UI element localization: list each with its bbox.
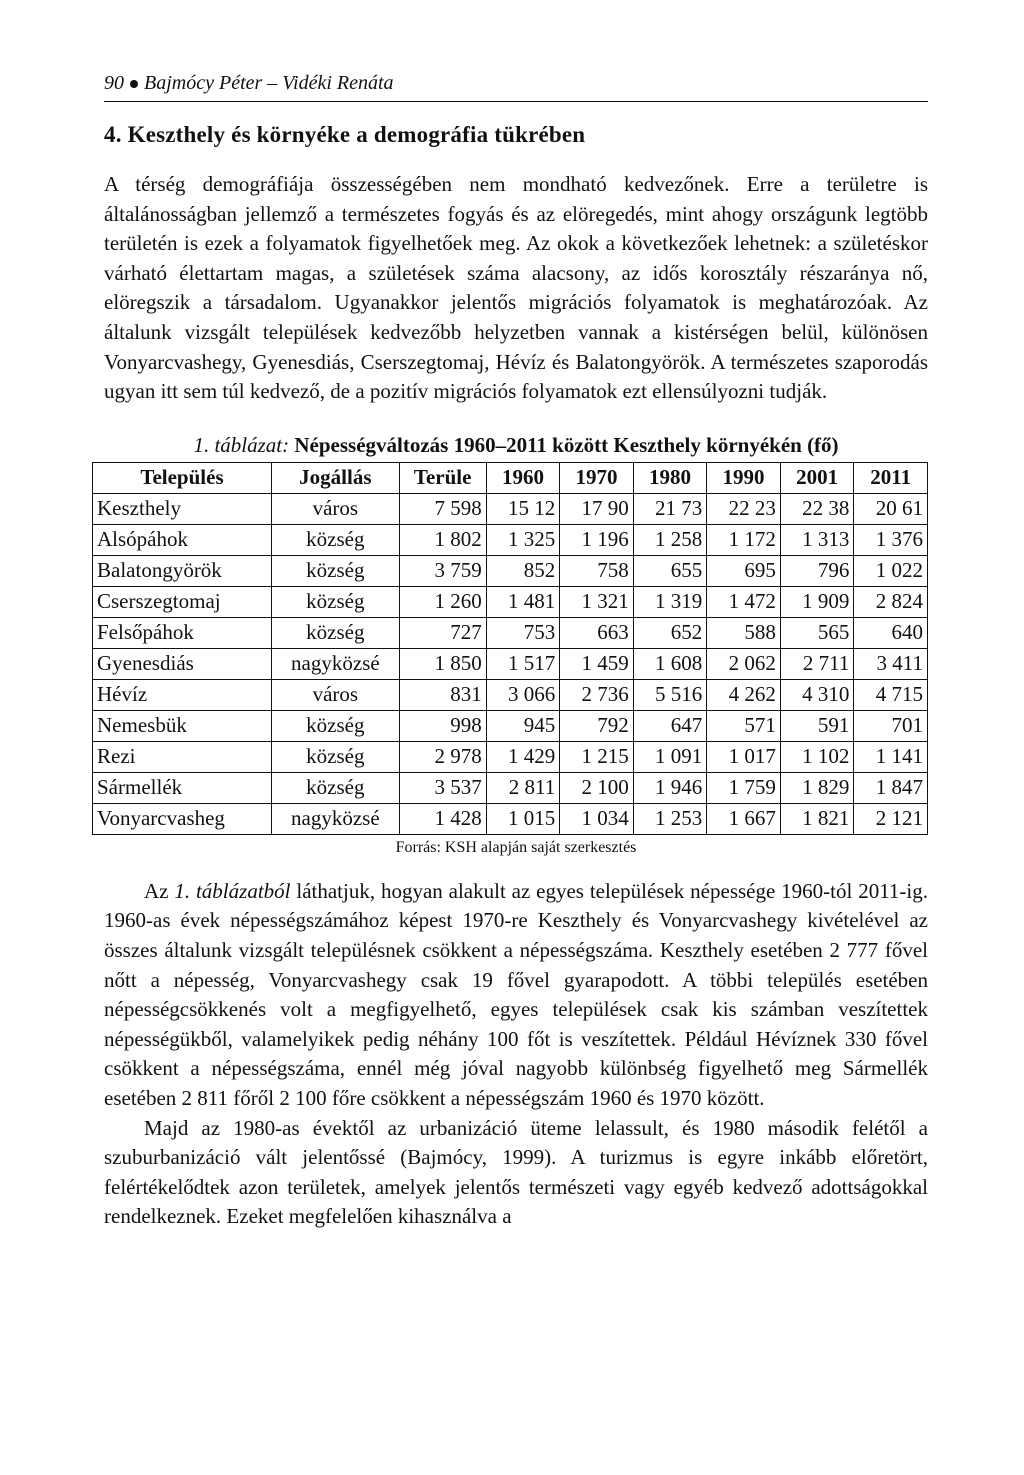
settlement-name-cell: Felsőpáhok	[93, 617, 272, 648]
value-cell: 1 313	[780, 524, 854, 555]
legal-status-cell: község	[272, 772, 400, 803]
settlement-name-cell: Rezi	[93, 741, 272, 772]
table-reference: 1. táblázatból	[174, 878, 291, 903]
paragraph-text: Az	[144, 878, 175, 903]
page-number: 90	[104, 72, 124, 94]
legal-status-cell: község	[272, 555, 400, 586]
value-cell: 758	[560, 555, 634, 586]
value-cell: 2 736	[560, 679, 634, 710]
settlement-name-cell: Cserszegtomaj	[93, 586, 272, 617]
legal-status-cell: község	[272, 617, 400, 648]
value-cell: 1 428	[399, 803, 486, 834]
settlement-name-cell: Hévíz	[93, 679, 272, 710]
header-cell: 1990	[707, 462, 781, 493]
value-cell: 1 376	[854, 524, 928, 555]
table-caption-title: Népességváltozás 1960–2011 között Keszthely környékén (fő)	[294, 432, 839, 457]
table-row	[93, 493, 928, 524]
legal-status-cell: község	[272, 524, 400, 555]
paragraph-intro: A térség demográfiája összességében nem mondható kedvezőnek. Erre a területre is általánosságban jellemző a természetes fogyás és az elöregedés, mint ahogy országunk legtöbb területén is ezek a folyamatok figyelhetőek meg. Az okok a következőek lehetnek: a születéskor várható élettartam magas, a születések száma alacsony, az idős korosztály részaránya nő, elöregszik a társadalom. Ugyanakkor jelentős migrációs folyamatok is meghatározóak. Az általunk vizsgált települések kedvezőbb helyzetben vannak a kistérségen belül, különösen Vonyarcvashegy, Gyenesdiás, Cserszegtomaj, Hévíz és Balatongyörök. A természetes szaporodás ugyan itt sem túl kedvező, de a pozitív migrációs folyamatok ezt ellensúlyozni tudják.	[104, 172, 928, 404]
value-cell: 1 821	[780, 803, 854, 834]
value-cell: 1 319	[633, 586, 707, 617]
header-cell: 2011	[854, 462, 928, 493]
value-cell: 640	[854, 617, 928, 648]
value-cell: 17 90	[560, 493, 634, 524]
value-cell: 5 516	[633, 679, 707, 710]
legal-status-cell: község	[272, 741, 400, 772]
value-cell: 1 608	[633, 648, 707, 679]
value-cell: 1 258	[633, 524, 707, 555]
table-caption	[104, 433, 928, 458]
value-cell: 1 321	[560, 586, 634, 617]
header-cell: Jogállás	[272, 462, 400, 493]
value-cell: 1 017	[707, 741, 781, 772]
table-row	[93, 648, 928, 679]
table-row	[93, 586, 928, 617]
value-cell: 2 121	[854, 803, 928, 834]
header-cell: 2001	[780, 462, 854, 493]
value-cell: 22 38	[780, 493, 854, 524]
header-cell: Település	[93, 462, 272, 493]
paragraph-table-analysis	[104, 877, 928, 1114]
paragraph-urbanization: Majd az 1980-as évektől az urbanizáció üteme lelassult, és 1980 második felétől a szuburbanizáció vált jelentőssé (Bajmócy, 1999). A turizmus is egyre inkább előretört, felértékelődtek azon területek, amelyek jelentős természeti vagy egyéb kedvező adottságokkal rendelkeznek. Ezeket megfelelően kihasználva a	[104, 1115, 928, 1229]
value-cell: 2 824	[854, 586, 928, 617]
value-cell: 1 260	[399, 586, 486, 617]
value-cell: 1 759	[707, 772, 781, 803]
settlement-name-cell: Alsópáhok	[93, 524, 272, 555]
value-cell: 571	[707, 710, 781, 741]
value-cell: 1 172	[707, 524, 781, 555]
header-cell: 1980	[633, 462, 707, 493]
value-cell: 1 253	[633, 803, 707, 834]
value-cell: 655	[633, 555, 707, 586]
table-row	[93, 617, 928, 648]
page	[97, 72, 928, 1232]
value-cell: 2 978	[399, 741, 486, 772]
value-cell: 3 537	[399, 772, 486, 803]
value-cell: 796	[780, 555, 854, 586]
table-header-row	[93, 462, 928, 493]
value-cell: 22 23	[707, 493, 781, 524]
table-row	[93, 710, 928, 741]
value-cell: 3 066	[486, 679, 560, 710]
paragraph-text: láthatjuk, hogyan alakult az egyes települések népessége 1960-tól 2011-ig. 1960-as évek népességszámához képest 1970-re Keszthely és Vonyarcvashegy kivételével az összes általunk vizsgált településnek csökkent a népességszáma. Keszthely esetében 2 777 fővel nőtt a népesség, Vonyarcvashegy csak 19 fővel gyarapodott. A többi település esetében népességcsökkenés volt a megfigyelhető, egyes települések csak kis számban veszítettek népességükből, valamelyikek pedig néhány 100 főt is veszítettek. Például Hévíznek 330 fővel csökkent a népességszáma, ennél még jóval nagyobb különbség figyelhető meg Sármellék esetében 2 811 főről 2 100 főre csökkent a népességszám 1960 és 1970 között.	[104, 878, 928, 1110]
value-cell: 1 091	[633, 741, 707, 772]
value-cell: 1 215	[560, 741, 634, 772]
value-cell: 695	[707, 555, 781, 586]
settlement-name-cell: Sármellék	[93, 772, 272, 803]
value-cell: 1 472	[707, 586, 781, 617]
value-cell: 1 196	[560, 524, 634, 555]
value-cell: 3 759	[399, 555, 486, 586]
value-cell: 3 411	[854, 648, 928, 679]
value-cell: 1 102	[780, 741, 854, 772]
settlement-name-cell: Nemesbük	[93, 710, 272, 741]
settlement-name-cell: Keszthely	[93, 493, 272, 524]
value-cell: 1 829	[780, 772, 854, 803]
table-caption-label: 1. táblázat:	[193, 432, 290, 457]
value-cell: 1 459	[560, 648, 634, 679]
table-row	[93, 741, 928, 772]
legal-status-cell: nagyközsé	[272, 803, 400, 834]
value-cell: 20 61	[854, 493, 928, 524]
value-cell: 1 034	[560, 803, 634, 834]
table-row	[93, 555, 928, 586]
value-cell: 663	[560, 617, 634, 648]
value-cell: 4 310	[780, 679, 854, 710]
table-row	[93, 679, 928, 710]
value-cell: 2 062	[707, 648, 781, 679]
value-cell: 701	[854, 710, 928, 741]
value-cell: 588	[707, 617, 781, 648]
value-cell: 652	[633, 617, 707, 648]
settlement-name-cell: Balatongyörök	[93, 555, 272, 586]
legal-status-cell: város	[272, 493, 400, 524]
value-cell: 591	[780, 710, 854, 741]
value-cell: 852	[486, 555, 560, 586]
legal-status-cell: város	[272, 679, 400, 710]
value-cell: 1 015	[486, 803, 560, 834]
value-cell: 998	[399, 710, 486, 741]
value-cell: 2 711	[780, 648, 854, 679]
value-cell: 1 909	[780, 586, 854, 617]
value-cell: 2 811	[486, 772, 560, 803]
value-cell: 1 429	[486, 741, 560, 772]
table-body	[93, 493, 928, 834]
header-cell: Terüle	[399, 462, 486, 493]
population-table	[92, 462, 928, 835]
legal-status-cell: község	[272, 586, 400, 617]
running-header	[104, 72, 928, 102]
value-cell: 15 12	[486, 493, 560, 524]
value-cell: 4 262	[707, 679, 781, 710]
value-cell: 831	[399, 679, 486, 710]
value-cell: 1 946	[633, 772, 707, 803]
value-cell: 7 598	[399, 493, 486, 524]
value-cell: 647	[633, 710, 707, 741]
value-cell: 4 715	[854, 679, 928, 710]
value-cell: 1 667	[707, 803, 781, 834]
value-cell: 1 850	[399, 648, 486, 679]
value-cell: 1 141	[854, 741, 928, 772]
value-cell: 727	[399, 617, 486, 648]
value-cell: 1 847	[854, 772, 928, 803]
legal-status-cell: nagyközsé	[272, 648, 400, 679]
section-title: 4. Keszthely és környéke a demográfia tükrében	[104, 122, 586, 147]
table-row	[93, 803, 928, 834]
value-cell: 1 481	[486, 586, 560, 617]
value-cell: 945	[486, 710, 560, 741]
value-cell: 1 325	[486, 524, 560, 555]
table-row	[93, 524, 928, 555]
header-cell: 1960	[486, 462, 560, 493]
value-cell: 565	[780, 617, 854, 648]
value-cell: 21 73	[633, 493, 707, 524]
value-cell: 792	[560, 710, 634, 741]
value-cell: 2 100	[560, 772, 634, 803]
bullet-icon	[130, 80, 138, 88]
legal-status-cell: község	[272, 710, 400, 741]
table-row	[93, 772, 928, 803]
value-cell: 1 802	[399, 524, 486, 555]
value-cell: 1 517	[486, 648, 560, 679]
settlement-name-cell: Gyenesdiás	[93, 648, 272, 679]
settlement-name-cell: Vonyarcvasheg	[93, 803, 272, 834]
value-cell: 753	[486, 617, 560, 648]
header-cell: 1970	[560, 462, 634, 493]
table-source: Forrás: KSH alapján saját szerkesztés	[395, 838, 637, 856]
value-cell: 1 022	[854, 555, 928, 586]
authors: Bajmócy Péter – Vidéki Renáta	[144, 72, 394, 94]
